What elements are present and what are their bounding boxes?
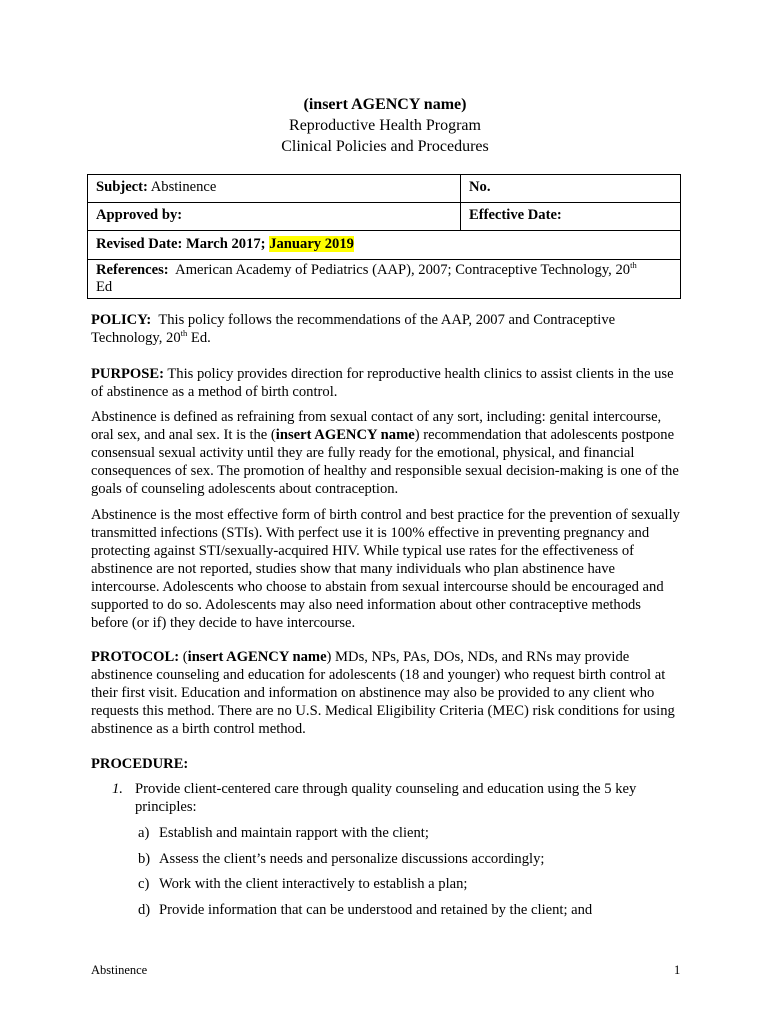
references-label: References: (96, 262, 169, 278)
procedure-list (91, 780, 681, 816)
references-tail: Ed (96, 279, 113, 295)
subject-label: Subject: (96, 179, 148, 195)
footer-page-number: 1 (674, 963, 681, 977)
policy-sup: th (180, 328, 188, 339)
abstinence-definition-paragraph (91, 408, 681, 498)
purpose-label: PURPOSE: (91, 366, 164, 382)
procedure-subitem-d (91, 901, 681, 919)
subitem-marker: a) (138, 825, 150, 841)
policy-tail: Ed. (187, 330, 211, 346)
revised-date-highlight: January 2019 (269, 236, 354, 252)
procedure-subitem-c (91, 875, 681, 893)
purpose-text: This policy provides direction for reproductive health clinics to assist clients in the use of abstinence as a method of birth control. (91, 366, 674, 400)
para1-post: ) recommendation that adolescents postpone consensual sexual activity until they are fully ready for the emotional, physical, and financial consequences of sex. The promotion of healthy and responsible sexual decision-making is one of the goals of counseling adolescents about contraception. (91, 427, 679, 497)
procedure-heading-block (91, 755, 681, 773)
protocol-open: ( (179, 649, 188, 665)
subject-value: Abstinence (150, 179, 217, 195)
procedure-label: PROCEDURE: (91, 756, 189, 772)
protocol-label: PROTOCOL: (91, 649, 180, 665)
subitem-text: Work with the client interactively to establish a plan; (159, 876, 468, 892)
approved-cell (88, 203, 461, 231)
protocol-text: ) MDs, NPs, PAs, DOs, NDs, and RNs may provide abstinence counseling and education for adolescents (18 and younger) who request birth control at their first visit. Education and information on abstinence may also be provided to any client who requests this method. There are no U.S. Medical Eligibility Criteria (MEC) risk conditions for using abstinence as a birth control method. (91, 649, 675, 737)
procedure-subitem-a (91, 824, 681, 842)
abstinence-effectiveness-paragraph (91, 506, 681, 632)
effective-date-label: Effective Date: (469, 207, 562, 223)
para2-text: Abstinence is the most effective form of birth control and best practice for the prevention of sexually transmitted infections (STIs). With perfect use it is 100% effective in preventing pregnancy and protecting against STI/sexually-acquired HIV. While typical use rates for the effectiveness of abstinence are not reported, studies show that many individuals who plan abstinence have intercourse. Adolescents who choose to abstain from sexual intercourse should be encouraged and supported to do so. Adolescents may also need information about other contraceptive methods before (or if) they decide to have intercourse. (91, 507, 680, 631)
item-number: 1. (112, 781, 123, 797)
revised-date-label: Revised Date: March 2017; (96, 236, 266, 252)
policy-section (91, 311, 681, 347)
subitem-text: Provide information that can be understood and retained by the client; and (159, 902, 593, 918)
policy-info-table (87, 174, 681, 299)
protocol-agency: insert AGENCY name (187, 649, 327, 665)
para1-agency: insert AGENCY name (275, 427, 415, 443)
subitem-marker: c) (138, 876, 150, 892)
footer-title: Abstinence (91, 963, 148, 977)
revised-date-cell (88, 231, 681, 260)
policy-text: This policy follows the recommendations of the AAP, 2007 and Contraceptive Technology, 20 (91, 312, 616, 346)
program-name: Reproductive Health Program (289, 117, 481, 134)
agency-name: (insert AGENCY name) (303, 96, 467, 113)
references-text: American Academy of Pediatrics (AAP), 2007; Contraceptive Technology, 20 (175, 262, 631, 278)
item-text: Provide client-centered care through quality counseling and education using the 5 key principles: (135, 781, 637, 815)
approved-label: Approved by: (96, 207, 183, 223)
para1-pre: Abstinence is defined as refraining from sexual contact of any sort, including: genital intercourse, oral sex, and anal sex. It is the ( (91, 409, 662, 443)
subitem-text: Establish and maintain rapport with the client; (159, 825, 429, 841)
document-header (0, 94, 770, 157)
procedure-subitem-b (91, 850, 681, 868)
subitem-text: Assess the client’s needs and personalize discussions accordingly; (159, 851, 545, 867)
references-sup: th (630, 260, 637, 271)
procedure-item-1 (91, 780, 681, 816)
number-label: No. (469, 179, 491, 195)
subitem-marker: d) (138, 902, 151, 918)
subitem-marker: b) (138, 851, 151, 867)
effective-date-cell (461, 203, 681, 231)
subject-cell (88, 175, 461, 203)
references-cell (88, 260, 681, 299)
purpose-section (91, 365, 681, 401)
number-cell (461, 175, 681, 203)
document-subtitle: Clinical Policies and Procedures (281, 138, 489, 155)
protocol-section (91, 648, 681, 738)
policy-label: POLICY: (91, 312, 152, 328)
